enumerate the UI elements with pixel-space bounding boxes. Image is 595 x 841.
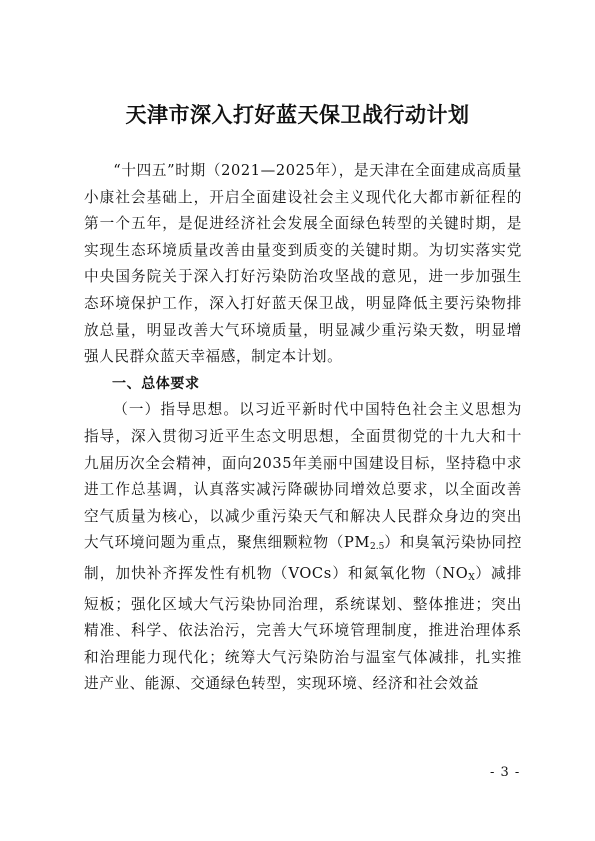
section-heading: 一、总体要求	[112, 375, 200, 392]
document-body	[84, 158, 522, 698]
paragraph-text-part: ）减排短板；强化区域大气污染协同治理，系统谋划、整体推进；突出精准、科学、依法治污，完善大气环境管理制度，推进治理体系和治理能力现代化；统筹大气污染防治与温室气体减排，扎实推进产业、能源、交通绿色转型，实现环境、经济和社会效益	[84, 564, 522, 693]
guiding-ideology-paragraph	[84, 397, 522, 698]
paragraph-text-part: （一）指导思想。以习近平新时代中国特色社会主义思想为指导，深入贯彻习近平生态文明思想，全面贯彻党的十九大和十九届历次全会精神，面向2035年美丽中国建设目标，坚持稳中求进工作总基调，认真落实减污降碳协同增效总要求，以全面改善空气质量为核心，以减少重污染天气和解决人民群众身边的突出大气环境问题为重点，聚焦细颗粒物（PM	[84, 401, 522, 552]
document-title: 天津市深入打好蓝天保卫战行动计划	[125, 102, 470, 127]
paragraph-text-part: ）和臭氧污染协同控制，加快补齐挥发性有机物（VOCs）和氮氧化物（NO	[84, 534, 522, 582]
intro-paragraph: “十四五”时期（2021—2025年），是天津在全面建成高质量小康社会基础上，开启全面建设社会主义现代化大都市新征程的第一个五年，是促进经济社会发展全面绿色转型的关键时期，是实现生态环境质量改善由量变到质变的关键时期。为切实落实党中央国务院关于深入打好污染防治攻坚战的意见，进一步加强生态环境保护工作，深入打好蓝天保卫战，明显降低主要污染物排放总量，明显改善大气环境质量，明显减少重污染天数，明显增强人民群众蓝天幸福感，制定本计划。	[84, 162, 522, 366]
page-number: - 3 -	[490, 765, 521, 780]
pm-subscript: 2.5	[370, 542, 385, 553]
nox-subscript: X	[468, 572, 475, 583]
